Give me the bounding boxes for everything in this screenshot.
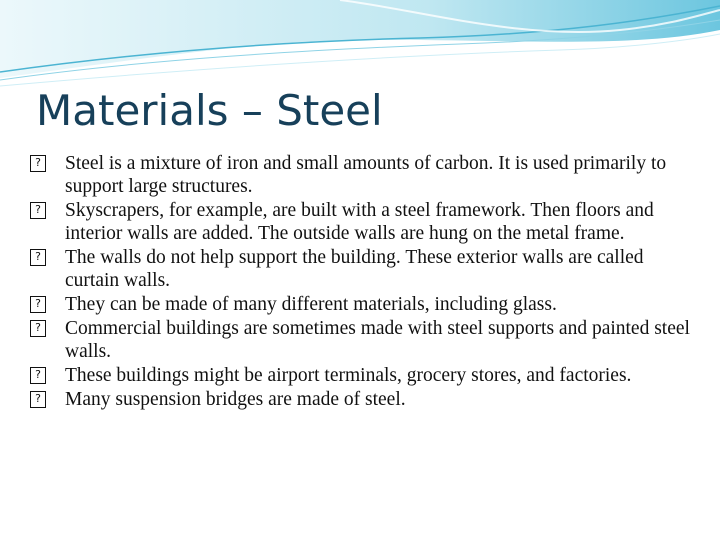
bullet-text: Skyscrapers, for example, are built with a steel framework. Then floors and interior walls are added. The outside walls are hung on the metal frame. xyxy=(65,200,654,244)
slide-title: Materials – Steel xyxy=(36,86,383,135)
bullet-list xyxy=(30,152,690,412)
bullet-box-icon: ? xyxy=(30,202,46,219)
list-item xyxy=(30,152,690,198)
list-item xyxy=(30,199,690,245)
bullet-text: Many suspension bridges are made of steel. xyxy=(65,389,406,410)
list-item xyxy=(30,364,690,387)
list-item xyxy=(30,317,690,363)
bullet-text: They can be made of many different materials, including glass. xyxy=(65,294,557,315)
bullet-text: The walls do not help support the building. These exterior walls are called curtain walls. xyxy=(65,247,644,291)
bullet-box-icon: ? xyxy=(30,320,46,337)
bullet-box-icon: ? xyxy=(30,296,46,313)
bullet-box-icon: ? xyxy=(30,249,46,266)
bullet-box-icon: ? xyxy=(30,367,46,384)
list-item xyxy=(30,388,690,411)
list-item xyxy=(30,293,690,316)
bullet-text: Steel is a mixture of iron and small amounts of carbon. It is used primarily to support large structures. xyxy=(65,153,667,197)
bullet-text: These buildings might be airport terminals, grocery stores, and factories. xyxy=(65,365,632,386)
bullet-box-icon: ? xyxy=(30,155,46,172)
list-item xyxy=(30,246,690,292)
bullet-text: Commercial buildings are sometimes made with steel supports and painted steel walls. xyxy=(65,318,690,362)
bullet-box-icon: ? xyxy=(30,391,46,408)
header-wave-decoration xyxy=(0,0,720,90)
